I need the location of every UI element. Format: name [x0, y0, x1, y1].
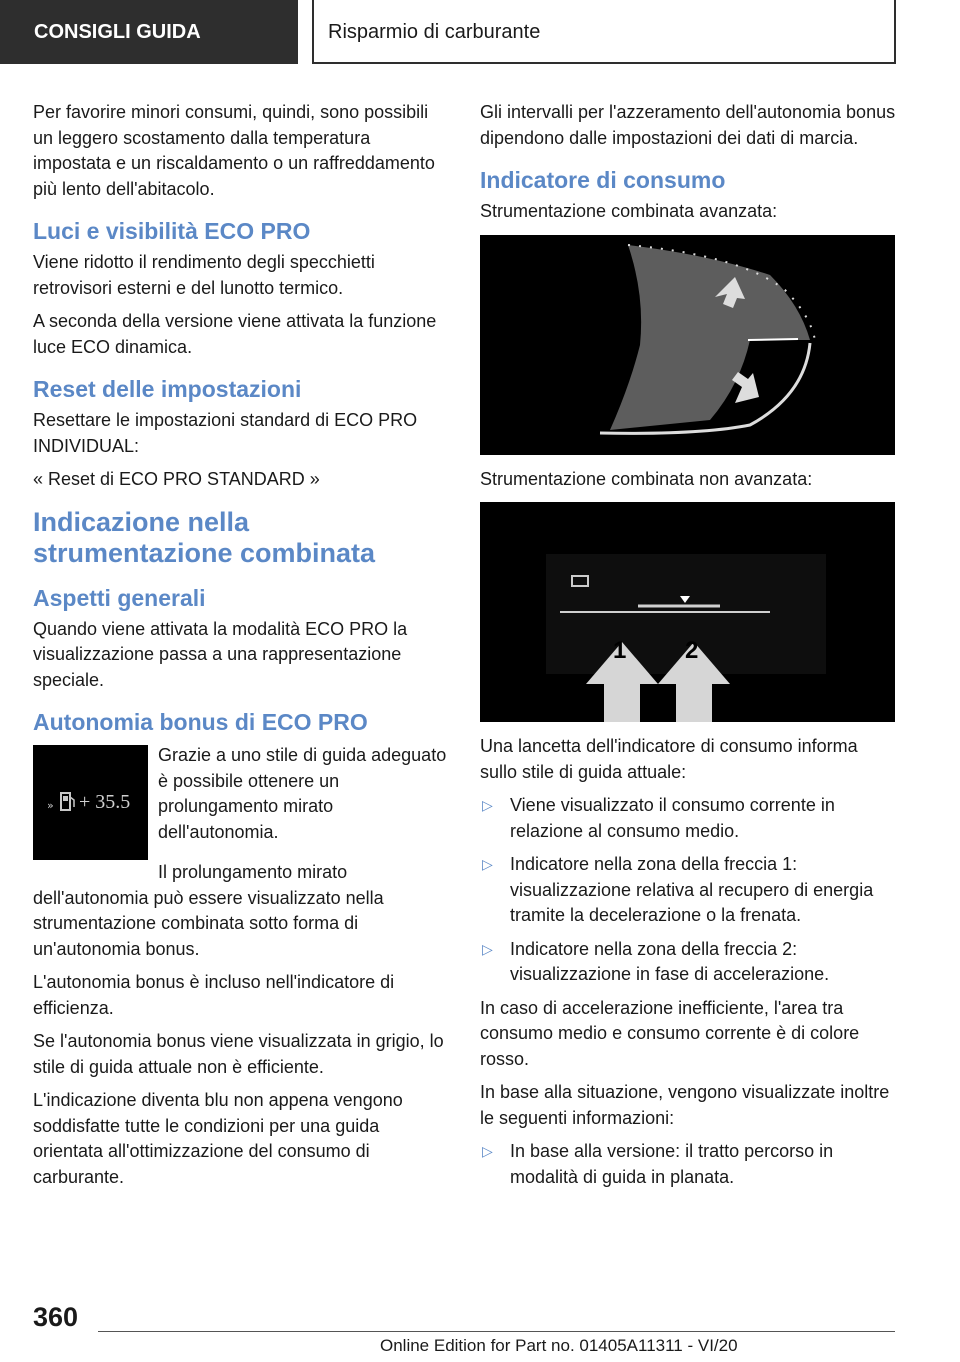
svg-text:»: » — [47, 799, 54, 812]
fuel-pump-icon — [61, 793, 70, 810]
paragraph: L'autonomia bonus è incluso nell'indicatore di efficienza. — [33, 972, 395, 1018]
triangle-bullet-icon: ▷ — [482, 797, 493, 813]
paragraph: A seconda della versione viene attivata la funzione luce ECO dinamica. — [33, 311, 437, 357]
paragraph: L'indicazione diventa blu non appena vengono soddisfatte tutte le condizioni per una guida orientata all'ottimizzazione del consumo di carburante. — [33, 1090, 403, 1187]
page-title: Risparmio di carburante — [312, 0, 896, 64]
paragraph: Per favorire minori consumi, quindi, sono possibili un leggero scostamento dalla temperatura impostata e un riscaldamento o un raffreddamento più lento dell'abitacolo. — [33, 102, 435, 199]
heading-luci: Luci e visibilità ECO PRO — [33, 218, 311, 244]
paragraph: Gli intervalli per l'azzeramento dell'autonomia bonus dipendono dalle impostazioni dei dati di marcia. — [480, 102, 896, 148]
triangle-bullet-icon: ▷ — [482, 856, 493, 872]
paragraph: Quando viene attivata la modalità ECO PRO la visualizzazione passa a una rappresentazione speciale. — [33, 618, 408, 690]
standard-cluster-image — [480, 502, 895, 722]
page-number: 360 — [33, 1302, 79, 1332]
paragraph: Il prolungamento mirato dell'autonomia può essere visualizzato nella strumentazione combinata sotto forma di un'autonomia bonus. — [33, 862, 384, 959]
paragraph: Viene ridotto il rendimento degli specchietti retrovisori esterni e del lunotto termico. — [33, 252, 375, 298]
heading-aspetti: Aspetti generali — [33, 584, 206, 611]
list-item: ▷ In base alla versione: il tratto percorso in modalità di guida in planata. — [480, 1139, 896, 1190]
list-item: ▷ Indicatore nella zona della freccia 1: visualizzazione relativa al recupero di energia tramite la decelerazione o la frenata. — [480, 852, 896, 929]
triangle-bullet-icon: ▷ — [482, 940, 493, 957]
list-item: ▷ Viene visualizzato il consumo corrente in relazione al consumo medio. — [480, 793, 896, 844]
right-column — [480, 100, 896, 1198]
footer-divider — [98, 1331, 895, 1332]
left-column — [33, 100, 449, 1198]
paragraph: Una lancetta dell'indicatore di consumo informa sullo stile di guida attuale: — [480, 736, 858, 782]
heading-reset: Reset delle impostazioni — [33, 376, 302, 402]
paragraph: In base alla situazione, vengono visualizzate inoltre le seguenti informazioni: — [480, 1082, 890, 1128]
paragraph: « Reset di ECO PRO STANDARD » — [33, 469, 320, 489]
bonus-block — [33, 743, 449, 860]
paragraph: In caso di accelerazione inefficiente, l'area tra consumo medio e consumo corrente è di colore rosso. — [480, 997, 860, 1069]
bonus-range-image — [33, 745, 148, 860]
bonus-value: + 35.5 — [79, 791, 131, 813]
arrow-2-label: 2 — [685, 637, 699, 664]
paragraph: Se l'autonomia bonus viene visualizzata in grigio, lo stile di guida attuale non è efficiente. — [33, 1031, 444, 1077]
paragraph: Resettare le impostazioni standard di ECO PRO INDIVIDUAL: — [33, 410, 418, 456]
heading-autonomia: Autonomia bonus di ECO PRO — [33, 709, 368, 735]
heading-consumo: Indicatore di consumo — [480, 167, 726, 193]
list-item: ▷ Indicatore nella zona della freccia 2: visualizzazione in fase di accelerazione. — [480, 937, 896, 988]
section-tab: CONSIGLI GUIDA — [0, 0, 298, 64]
footer-edition: Online Edition for Part no. 01405A11311 - VI/20 — [380, 1336, 738, 1355]
paragraph: Grazie a uno stile di guida adeguato è possibile ottenere un prolungamento mirato dell'autonomia. — [158, 745, 447, 842]
advanced-cluster-image — [480, 235, 895, 455]
arrow-1-label: 1 — [613, 637, 627, 664]
paragraph: Strumentazione combinata non avanzata: — [480, 468, 813, 489]
triangle-bullet-icon: ▷ — [482, 1143, 493, 1159]
paragraph: Strumentazione combinata avanzata: — [480, 201, 778, 221]
heading-indicazione: Indicazione nella strumentazione combinata — [33, 506, 376, 568]
